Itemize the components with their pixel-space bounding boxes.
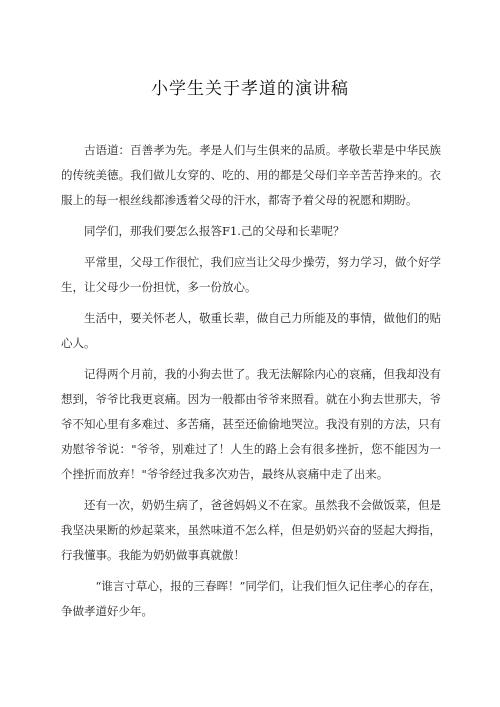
paragraph-5: 记得两个月前，我的小狗去世了。我无法解除内心的哀痛，但我却没有想到，爷爷比我更哀痛。因为一般都由爷爷来照看。就在小狗去世那夫，爷爷不知心里有多难过、多苦痛，甚至还偷偷地哭泣。我没有别的方法，只有劝慰爷爷说："爷爷，别难过了！人生的路上会有很多挫折，您不能因为一个挫折而放弃！"爷爷经过我多次劝告，最终从哀痛中走了出来。 bbox=[61, 367, 441, 481]
document-title: 小学生关于孝道的演讲稿 bbox=[151, 79, 349, 99]
paragraph-4: 生活中，要关怀老人，敬重长辈，做自己力所能及的事情，做他们的贴心人。 bbox=[61, 311, 441, 350]
paragraph-3: 平常里，父母工作很忙，我们应当让父母少操劳，努力学习，做个好学生，让父母少一份担忧，多一份放心。 bbox=[61, 255, 441, 294]
paragraph-2: 同学们，那我们要怎么报答F1.己的父母和长辈呢？ bbox=[84, 224, 345, 238]
paragraph-6: 还有一次，奶奶生病了，爸爸妈妈义不在家。虽然我不会做饭菜，但是我坚决果断的炒起菜来，虽然味道不怎么样，但是奶奶兴奋的竖起大拇指，行我懂事。我能为奶奶做事真就傲！ bbox=[61, 498, 441, 562]
paragraph-7: “谁言寸草心，报的三春晖！”同学们，让我们恒久记住孝心的存在，争做孝道好少年。 bbox=[61, 579, 441, 618]
document-body bbox=[61, 138, 441, 630]
paragraph-1: 古语道：百善孝为先。孝是人们与生俱来的品质。孝敬长辈是中华民族的传统美德。我们做儿女穿的、吃的、用的都是父母们辛辛苦苦挣来的。衣服上的每一根丝线都渗透着父母的汗水，都寄予着父母的祝愿和期盼。 bbox=[61, 143, 441, 207]
